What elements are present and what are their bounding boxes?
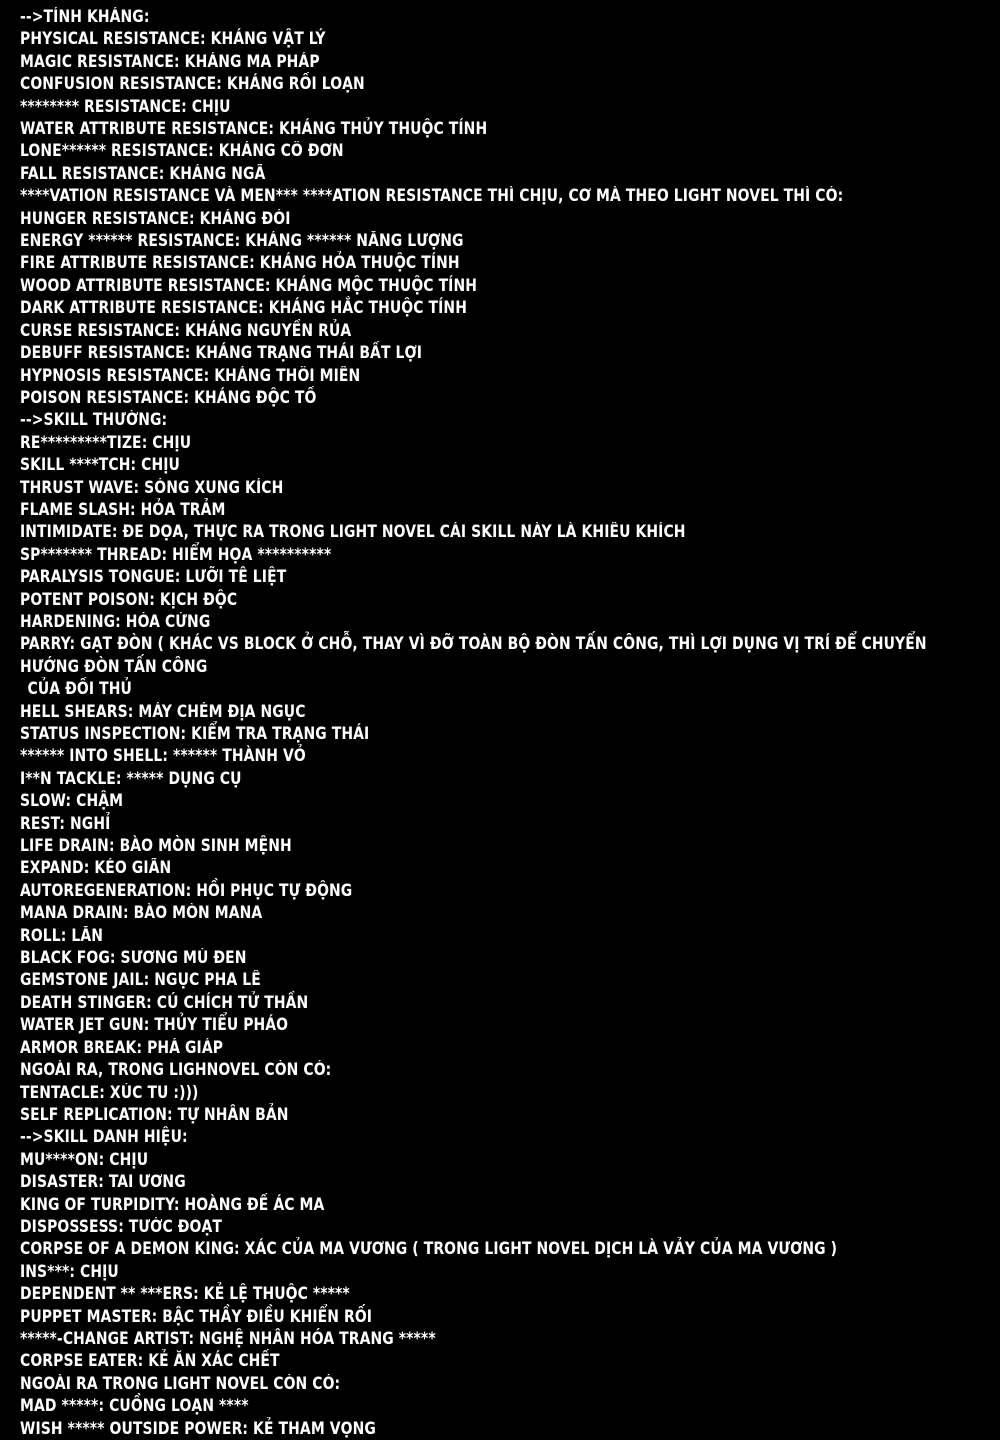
text-line: EXPAND: KÉO GIÃN	[20, 858, 172, 878]
text-line: ****VATION RESISTANCE VÀ MEN*** ****ATION RESISTANCE THÌ CHỊU, CƠ MÀ THEO LIGHT NOVEL THÌ CÓ:	[20, 186, 844, 206]
text-line: I**N TACKLE: ***** DỤNG CỤ	[20, 768, 242, 788]
text-line: WOOD ATTRIBUTE RESISTANCE: KHÁNG MỘC THUỘC TÍNH	[20, 275, 478, 295]
text-line: CONFUSION RESISTANCE: KHÁNG RỐI LOẠN	[20, 74, 365, 94]
text-line: TENTACLE: XÚC TU :)))	[20, 1082, 199, 1102]
text-line: WATER JET GUN: THỦY TIỂU PHÁO	[20, 1015, 289, 1035]
text-line: GEMSTONE JAIL: NGỤC PHA LÊ	[20, 970, 261, 990]
text-line: PARALYSIS TONGUE: LƯỠI TÊ LIỆT	[20, 567, 287, 587]
text-line: RE*********TIZE: CHỊU	[20, 432, 192, 452]
text-line: POISON RESISTANCE: KHÁNG ĐỘC TỐ	[20, 387, 317, 407]
text-line: KING OF TURPIDITY: HOÀNG ĐẾ ÁC MA	[20, 1194, 325, 1214]
text-line: CỦA ĐỐI THỦ	[27, 679, 132, 699]
text-line: FIRE ATTRIBUTE RESISTANCE: KHÁNG HỎA THUỘC TÍNH	[20, 253, 460, 273]
text-line: PARRY: GẠT ĐÒN ( KHÁC VS BLOCK Ở CHỖ, THAY VÌ ĐỠ TOÀN BỘ ĐÒN TẤN CÔNG, THÌ LỢI DỤNG VỊ TRÍ ĐỂ CHUYỂN HƯỚNG ĐÒN TẤN CÔNG	[20, 634, 932, 676]
text-line: SP******* THREAD: HIỂM HỌA **********	[20, 544, 332, 564]
text-line: -->SKILL DANH HIỆU:	[20, 1127, 188, 1147]
text-line: POTENT POISON: KỊCH ĐỘC	[20, 589, 238, 609]
text-line: LIFE DRAIN: BÀO MÒN SINH MỆNH	[20, 836, 292, 856]
text-line: DEATH STINGER: CÚ CHÍCH TỬ THẦN	[20, 992, 309, 1012]
text-line: SELF REPLICATION: TỰ NHÂN BẢN	[20, 1104, 289, 1124]
text-line: BLACK FOG: SƯƠNG MÙ ĐEN	[20, 948, 247, 968]
text-line: MAGIC RESISTANCE: KHÁNG MA PHÁP	[20, 51, 320, 71]
text-line: NGOÀI RA, TRONG LIGHNOVEL CÒN CÓ:	[20, 1060, 332, 1080]
text-line: THRUST WAVE: SÓNG XUNG KÍCH	[20, 477, 284, 497]
text-line: ******** RESISTANCE: CHỊU	[20, 96, 231, 116]
text-line: DARK ATTRIBUTE RESISTANCE: KHÁNG HẮC THUỘC TÍNH	[20, 298, 467, 318]
text-line: HELL SHEARS: MÁY CHÉM ĐỊA NGỤC	[20, 701, 306, 721]
text-block	[20, 6, 992, 1440]
text-line: WISH ***** OUTSIDE POWER: KẺ THAM VỌNG	[20, 1418, 376, 1438]
text-line: AUTOREGENERATION: HỒI PHỤC TỰ ĐỘNG	[20, 880, 353, 900]
text-line: CORPSE OF A DEMON KING: XÁC CỦA MA VƯƠNG ( TRONG LIGHT NOVEL DỊCH LÀ VẢY CỦA MA VƯƠNG )	[20, 1239, 838, 1259]
text-line: INS***: CHỊU	[20, 1261, 119, 1281]
text-line: ROLL: LĂN	[20, 925, 104, 945]
text-line: SLOW: CHẬM	[20, 791, 124, 811]
text-line: LONE****** RESISTANCE: KHÁNG CÔ ĐƠN	[20, 141, 344, 161]
text-line: FALL RESISTANCE: KHÁNG NGÃ	[20, 163, 266, 183]
text-line: HARDENING: HÓA CỨNG	[20, 611, 211, 631]
text-line: CORPSE EATER: KẺ ĂN XÁC CHẾT	[20, 1351, 280, 1371]
text-line: INTIMIDATE: ĐE DỌA, THỰC RA TRONG LIGHT NOVEL CÁI SKILL NÀY LÀ KHIÊU KHÍCH	[20, 522, 686, 542]
text-line: -->SKILL THƯỜNG:	[20, 410, 168, 430]
text-line: -->TÍNH KHÁNG:	[20, 7, 150, 26]
text-line: WATER ATTRIBUTE RESISTANCE: KHÁNG THỦY THUỘC TÍNH	[20, 119, 488, 139]
text-line: ****** INTO SHELL: ****** THÀNH VỎ	[20, 746, 306, 766]
text-line: DISPOSSESS: TƯỚC ĐOẠT	[20, 1216, 222, 1236]
text-line: PUPPET MASTER: BẬC THẦY ĐIỀU KHIỂN RỐI	[20, 1306, 373, 1326]
text-line: MU****ON: CHỊU	[20, 1149, 149, 1169]
text-line: *****-CHANGE ARTIST: NGHỆ NHÂN HÓA TRANG *****	[20, 1328, 436, 1348]
text-line: MANA DRAIN: BÀO MÒN MANA	[20, 903, 263, 923]
text-line: DEPENDENT ** ***ERS: KẺ LỆ THUỘC *****	[20, 1284, 350, 1304]
text-line: SKILL ****TCH: CHỊU	[20, 455, 180, 475]
text-line: ARMOR BREAK: PHÁ GIÁP	[20, 1037, 224, 1057]
text-line: MAD *****: CUỒNG LOẠN ****	[20, 1396, 249, 1416]
text-line: ENERGY ****** RESISTANCE: KHÁNG ****** NĂNG LƯỢNG	[20, 231, 464, 251]
text-line: STATUS INSPECTION: KIỂM TRA TRẠNG THÁI	[20, 724, 370, 743]
text-line: HUNGER RESISTANCE: KHÁNG ĐÓI	[20, 208, 291, 228]
text-line: NGOÀI RA TRONG LIGHT NOVEL CÒN CÓ:	[20, 1373, 341, 1393]
text-line: DEBUFF RESISTANCE: KHÁNG TRẠNG THÁI BẤT LỢI	[20, 343, 423, 363]
text-line: PHYSICAL RESISTANCE: KHÁNG VẬT LÝ	[20, 29, 326, 49]
text-line: CURSE RESISTANCE: KHÁNG NGUYỀN RỦA	[20, 320, 352, 340]
text-line: HYPNOSIS RESISTANCE: KHÁNG THÔI MIÊN	[20, 365, 361, 385]
text-line: FLAME SLASH: HỎA TRẢM	[20, 499, 226, 519]
text-line: DISASTER: TAI ƯƠNG	[20, 1172, 186, 1192]
text-line: REST: NGHỈ	[20, 813, 111, 833]
